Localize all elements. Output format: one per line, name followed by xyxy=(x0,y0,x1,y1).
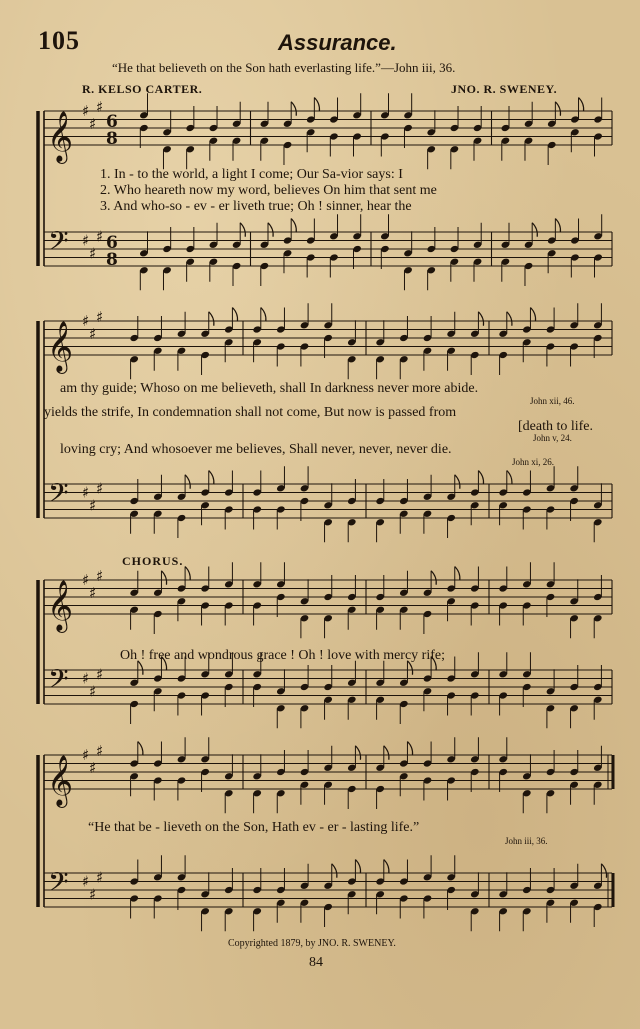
verse-3-line-2: loving cry; And whosoever me believes, Shall never, never, never die. xyxy=(60,442,452,457)
sharp-icon: ♯ xyxy=(96,665,104,684)
sharp-icon: ♯ xyxy=(96,566,104,585)
treble-clef-icon: 𝄞 xyxy=(47,755,74,806)
sharp-icon: ♯ xyxy=(96,307,104,326)
note-flag xyxy=(507,471,512,485)
sharp-icon: ♯ xyxy=(96,868,104,887)
note-flag xyxy=(407,742,412,756)
sharp-icon: ♯ xyxy=(96,97,104,116)
verse-2-line-2: yields the strife, In condemnation shall not come, But now is passed from xyxy=(44,405,457,420)
note-flag xyxy=(431,571,436,585)
time-signature-top: 6 xyxy=(106,112,118,132)
sharp-icon: ♯ xyxy=(96,741,104,760)
verse-1-line-2: am thy guide; Whoso on me believeth, shall In darkness never more abide. xyxy=(60,381,479,396)
chorus-scripture-reference: John iii, 36. xyxy=(505,836,548,846)
chorus-line-1: Oh ! free and wondrous grace ! Oh ! love with mercy rife; xyxy=(120,648,445,663)
note-flag xyxy=(384,746,389,760)
chorus-label: CHORUS. xyxy=(122,554,184,568)
note-flag xyxy=(268,223,273,237)
note-flag xyxy=(138,742,143,756)
sharp-icon: ♯ xyxy=(96,227,104,246)
bass-clef-icon: 𝄢 xyxy=(48,866,69,904)
note-flag xyxy=(291,102,296,116)
bass-clef-icon: 𝄢 xyxy=(48,225,69,263)
note-flag xyxy=(232,308,237,322)
sharp-icon: ♯ xyxy=(89,244,97,263)
sharp-icon: ♯ xyxy=(89,496,97,515)
note-flag xyxy=(209,312,214,326)
sharp-icon: ♯ xyxy=(96,479,104,498)
verse-3-line-1: 3. And who-so - ev - er liveth true; Oh ! sinner, hear the xyxy=(100,199,412,214)
note-flag xyxy=(455,475,460,489)
copyright-notice: Copyrighted 1879, by JNO. R. SWENEY. xyxy=(228,938,396,949)
scripture-reference-2: John v, 24. xyxy=(533,433,572,443)
note-flag xyxy=(478,312,483,326)
epigraph: “He that believeth on the Son hath everlasting life.”—John iii, 36. xyxy=(112,60,456,75)
sharp-icon: ♯ xyxy=(82,312,90,330)
note-flag xyxy=(455,567,460,581)
verse-2-continuation: [death to life. xyxy=(518,419,594,434)
time-signature-bottom: 8 xyxy=(106,250,118,270)
note-flag xyxy=(314,98,319,112)
note-flag xyxy=(532,223,537,237)
sharp-icon: ♯ xyxy=(89,758,97,777)
note-flag xyxy=(579,98,584,112)
sharp-icon: ♯ xyxy=(82,231,90,250)
sharp-icon: ♯ xyxy=(82,872,90,891)
bass-clef-icon: 𝄢 xyxy=(48,663,69,701)
time-signature-bottom: 8 xyxy=(106,129,118,149)
note-flag xyxy=(555,102,560,116)
scripture-reference-3: John xi, 26. xyxy=(512,457,555,467)
sharp-icon: ♯ xyxy=(82,669,90,688)
composer-credit: JNO. R. SWENEY. xyxy=(451,82,558,96)
treble-clef-icon: 𝄞 xyxy=(47,111,74,162)
treble-clef-icon: 𝄞 xyxy=(47,321,74,372)
note-flag xyxy=(291,219,296,233)
sharp-icon: ♯ xyxy=(82,571,90,589)
bass-clef-icon: 𝄢 xyxy=(48,477,69,515)
sharp-icon: ♯ xyxy=(82,102,90,120)
author-credit: R. KELSO CARTER. xyxy=(82,82,203,96)
sharp-icon: ♯ xyxy=(89,324,97,343)
note-flag xyxy=(555,219,560,233)
sharp-icon: ♯ xyxy=(82,483,90,502)
treble-clef-icon: 𝄞 xyxy=(47,580,74,631)
hymn-title: Assurance. xyxy=(278,30,397,55)
note-flag xyxy=(355,746,360,760)
verse-1-line-1: 1. In - to the world, a light I come; Our Sa-vior says: I xyxy=(100,167,403,182)
note-flag xyxy=(185,567,190,581)
note-flag xyxy=(384,860,389,874)
note-flag xyxy=(209,471,214,485)
hymn-number: 105 xyxy=(38,26,80,55)
note-flag xyxy=(185,475,190,489)
sharp-icon: ♯ xyxy=(89,682,97,701)
note-flag xyxy=(355,860,360,874)
verse-2-line-1: 2. Who heareth now my word, believes On him that sent me xyxy=(100,183,437,198)
note-flag xyxy=(261,308,266,322)
sharp-icon: ♯ xyxy=(82,746,90,764)
note-flag xyxy=(240,223,245,237)
sharp-icon: ♯ xyxy=(89,885,97,904)
note-flag xyxy=(601,864,606,878)
note-flag xyxy=(530,308,535,322)
note-flag xyxy=(161,571,166,585)
note-flag xyxy=(478,471,483,485)
note-flag xyxy=(507,312,512,326)
sharp-icon: ♯ xyxy=(89,583,97,602)
chorus-line-2: “He that be - lieveth on the Son, Hath ev - er - lasting life.” xyxy=(88,820,420,835)
time-signature-top: 6 xyxy=(106,233,118,253)
page-number: 84 xyxy=(309,955,323,970)
sharp-icon: ♯ xyxy=(89,114,97,133)
scripture-reference-1: John xii, 46. xyxy=(530,396,575,406)
note-flag xyxy=(332,864,337,878)
